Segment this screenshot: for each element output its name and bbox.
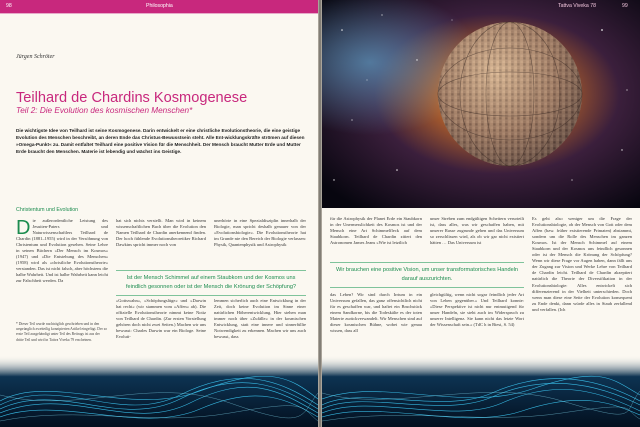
right-pullquote: Wir brauchen eine positive Vision, um unser transformatorisches Handeln darauf auszurichten.	[335, 267, 519, 282]
right-column-3: Es geht also weniger um die Frage der Evolutionsbiologie, ob der Mensch von Gott oder dem Affen (bzw. früher existierende Primaten) abstammt, sondern um die Rolle des Menschen im ganzen Kosmos. Ist der Mensch Schimmel auf einem Staubkorn und der Kosmos uns feindlich gesonnen oder ist der Mensch die Krönung der Schöpfung? Wenn wir diese Frage vor Augen haben, dann fällt uns der Zugang zur Vision und Werke Lehre von Teilhard de Chardin leicht. Teilhard de Chardin akzeptiert natürlich die Theorie der Diversifikation in der Evolutionsbiologie: Alles entwickelt sich differenzierend in der Vielheit unterschieden. Doch wenn man diese eine Seite der Evolution konsequent zu Ende denkt, dann würde alles in Staub zerfallend und verfallen. (Ich	[532, 216, 632, 312]
author-name: Jürgen Schröter	[16, 54, 55, 60]
right-column-1-upper: für die Astrophysik der Planet Erde ein Staubkorn in der Unermesslichkeit des Kosmos ist und der Mensch eine Art Schimmelfleck auf dem Staubkorn. Teilhard de Chardin zitiert den Astronomen James Jeans »Wie ist letztlich	[330, 216, 422, 246]
column-1-body: ie außerordentliche Leistung des Jesuiten-Paters und Naturwissenschaftlers Teilhard de Chardin (1881–1955) wird in der Versöhnung von Christentum und Evolution gesehen. Seine Lehre in seinen Büchern »Der Mensch im Kosmos« (1947) und »Die Entstehung des Menschen« (1958) wird als »christliche Evolutionstheorie« verstanden. Das ist nicht falsch, aber höchstens die halbe Wahrheit. Und ist halbe Wahrheit kann leicht zur Falschheit werden. Da	[16, 218, 108, 284]
right-page	[322, 0, 640, 427]
right-column-1-lower: das Leben? Wir sind durch Irrtum in ein Universum gefallen, das ganz offensichtlich nicht für es geschaffen war, und haftet ein Bruchstück einem Sandkorne, bis die Todeskälte es der toten Materie zurückverwandelt. Wir Menschen sind auf dieser kosmischen Bühne, wobei wie genau wissen, dass all	[330, 292, 422, 334]
right-pullquote-rule-bottom	[330, 287, 524, 288]
section-heading: Christentum und Evolution	[16, 207, 79, 213]
column-3-lower: lemmen sicherlich auch eine Entwicklung in der Zeit, doch keine Evolution im Sinne einer natürlichen Höherentwicklung. Hier stehen man immer noch über »Zufälle« in der kosmischen Entwicklung, statt eine innere und sinnerfüllte Notwendigkeit zu erkennen. Machen wir uns auch bewusst, dass	[214, 298, 306, 340]
light-wave-graphic	[322, 355, 640, 427]
right-column-2-upper: unser Streben zum endgültigen Scheitern verurteilt ist, dass alles, was wir geschaffen haben, mit unserer Rasse zugrunde gehen und das Universum so zerschlissen wird, als ob wir gar nicht existiert hätten … Das Universum ist	[430, 216, 524, 246]
left-page	[0, 0, 318, 427]
right-header-bar	[322, 0, 640, 13]
pullquote-rule-top	[116, 270, 306, 271]
section-name: Philosophia	[146, 3, 173, 9]
drop-cap: D	[16, 217, 31, 239]
lead-paragraph: Die wichtigste Idee von Teilhard ist seine Kosmogenese. Darin entwickelt er eine christliche Evolutionstheorie, die eine geistige Evolution des Menschen beschreibt, an deren Ende das Christus-Bewusstsein steht. Alle Ent-wicklungskräfte strömen auf diesen »Omega-Punkt« zu. Damit entfaltet Teilhard eine positive Vision für die Menschheit. Der Mensch braucht Mutter Erde und Mutter Erde braucht den Menschen. Materie ist lebendig und wächst ins Geistige.	[16, 128, 305, 154]
header-rule	[0, 13, 318, 14]
globe-of-faces-image	[322, 0, 640, 208]
column-1-text	[16, 218, 108, 285]
pullquote-rule-bottom	[116, 295, 306, 296]
column-2-upper: hat sich nichts verstellt. Man wird in keinem wissenschaftlichen Buch über die Evolution den Namen Teilhard de Chardin anerkennend finden. Der hoch fühlende Evolutionstheoretiker Richard Dawkins spricht immer noch von	[116, 218, 206, 248]
column-2-lower: »Gottswahn«, »Schöpfungslüge« und »Darwin hat recht« (wir stammen vom »Affen« ab). Die offizielle Evolutionstheorie nimmt keine Notiz von Teilhard de Chardin. (Zur ersten Vorstellung gehören doch nicht zwei Seiten.) Machen wir uns bewusst: Charles Darwin war ein Biologe. Seine Evoluti-	[116, 298, 206, 340]
pullquote: Ist der Mensch Schimmel auf einem Staubkorn und der Kosmos uns feindlich gesonnen oder ist der Mensch die Krönung der Schöpfung?	[125, 275, 297, 290]
right-pullquote-rule-top	[330, 262, 524, 263]
right-page-number: 99	[622, 3, 628, 9]
article-subtitle: Teil 2: Die Evolution des kosmischen Menschen*	[16, 106, 193, 115]
left-page-number: 98	[6, 3, 12, 9]
left-header-bar	[0, 0, 318, 13]
magazine-name: Tattva Viveka 78	[558, 3, 596, 9]
right-column-2-lower: gleichgültig, wenn nicht sogar feindlich jeder Art von Leben gegenüber.« Und Teilhard konnte: »Diese Perspektive ist nicht nur entmutigend für unser Handeln, sie steht auch im Widerspruch zu unserer Intelligenz. Sie kann nicht das letzte Wort der Wissenschaft sein.« (TdC h in Biesi, S. 54)	[430, 292, 524, 328]
article-title: Teilhard de Chardins Kosmogenese	[16, 89, 248, 106]
footnote: * Dieser Teil wurde nachträglich geschrieben und in den ursprünglich zweiteilig konzipierten Artikel eingefügt. Der so erste Teil ausgehändigt unter Teil des Beitrags ist aus der dritte Teil und wird in Tattva Viveka 79 erscheinen.	[16, 322, 108, 342]
light-wave-graphic	[0, 355, 318, 427]
column-3-upper: unerhörte in eine Spezialdisziplin innerhalb der Biologie, man spricht deshalb genauer von der »Evolutionsbiologie«. Die Evolutionstheorie hat im Grunde nie den Bereich der Biologie verlassen: Physik, Quantenphysik und Astrophysik	[214, 218, 306, 248]
